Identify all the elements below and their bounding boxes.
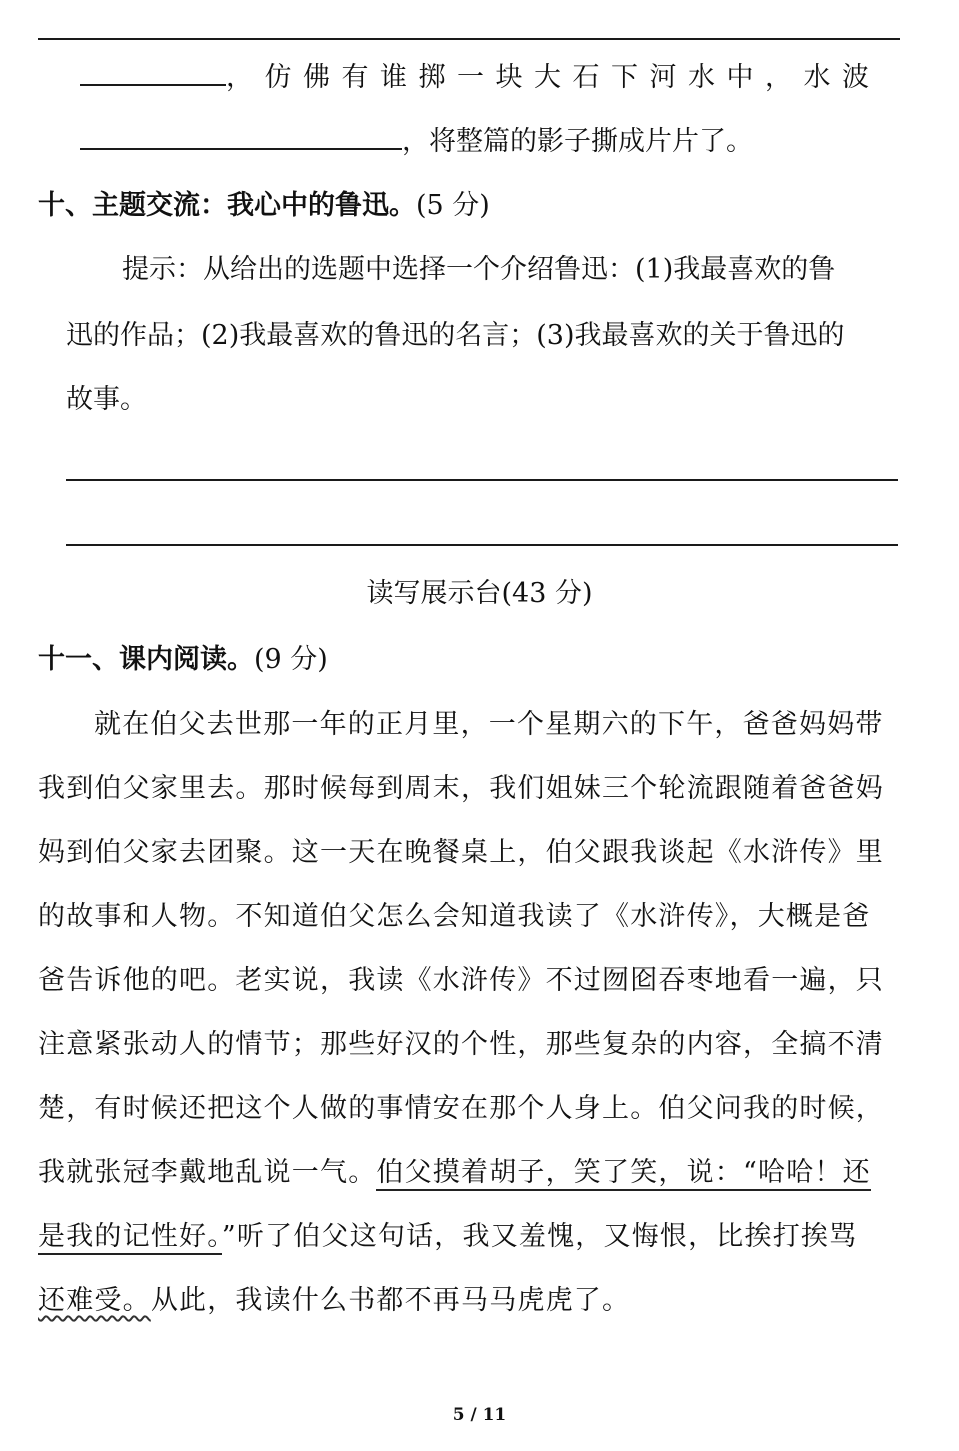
- question-11-score: (9 分): [254, 644, 328, 675]
- hint-line-2: 迅的作品；(2)我最喜欢的鲁迅的名言；(3)我最喜欢的关于鲁迅的: [66, 320, 845, 351]
- answer-line-2[interactable]: [66, 544, 898, 546]
- question-10-title: [38, 186, 490, 226]
- hint-line-3: 故事。: [66, 384, 147, 415]
- hint-line-1: 提示：从给出的选题中选择一个介绍鲁迅：(1)我最喜欢的鲁: [122, 254, 836, 285]
- passage-line-5: 爸告诉他的吧。老实说，我读《水浒传》不过囫囵吞枣地看一遍，只: [38, 965, 884, 996]
- passage-line-4: 的故事和人物。不知道伯父怎么会知道我读了《水浒传》，大概是爸: [38, 901, 871, 932]
- passage-line-3: 妈到伯父家去团聚。这一天在晚餐桌上，伯父跟我谈起《水浒传》里: [38, 837, 884, 868]
- top-rule: [38, 38, 900, 40]
- underlined-sentence-part-2: 是我的记性好。: [38, 1221, 222, 1255]
- underlined-sentence-part-1: 伯父摸着胡子，笑了笑，说：“哈哈！还: [376, 1157, 870, 1191]
- passage-line-2: 我到伯父家里去。那时候每到周末，我们姐妹三个轮流跟随着爸爸妈: [38, 773, 884, 804]
- fill-in-text-2: ，将整篇的影子撕成片片了。: [402, 126, 753, 157]
- fill-in-line-1: [80, 56, 881, 96]
- question-11-title-text: 十一、课内阅读。: [38, 644, 254, 675]
- page-number: 5 / 11: [452, 1405, 507, 1425]
- passage-line-6: 注意紧张动人的情节；那些好汉的个性，那些复杂的内容，全搞不清: [38, 1029, 884, 1060]
- section-title: 读写展示台(43 分): [366, 578, 593, 609]
- answer-line-1[interactable]: [66, 479, 898, 481]
- question-10-score: (5 分): [416, 190, 490, 221]
- fill-in-line-2: [80, 120, 753, 160]
- passage-line-8-plain: 我就张冠李戴地乱说一气。: [38, 1157, 377, 1188]
- wavy-underlined-phrase: 还难受。: [38, 1285, 151, 1316]
- passage-line-10-plain: 从此，我读什么书都不再马马虎虎了。: [150, 1285, 631, 1316]
- passage-line-10: [38, 1281, 630, 1321]
- answer-blank-2[interactable]: [80, 120, 402, 150]
- question-10-title-text: 十、主题交流：我心中的鲁迅。: [38, 190, 416, 221]
- answer-blank-1[interactable]: [80, 56, 226, 86]
- passage-line-8: [38, 1153, 871, 1193]
- passage-line-9-plain: ”听了伯父这句话，我又羞愧，又悔恨，比挨打挨骂: [221, 1221, 858, 1252]
- question-11-title: [38, 640, 328, 680]
- fill-in-text-1: ，仿佛有谁掷一块大石下河水中，水波: [226, 62, 881, 93]
- passage-line-9: [38, 1217, 857, 1257]
- passage-line-1: 就在伯父去世那一年的正月里，一个星期六的下午，爸爸妈妈带: [94, 709, 884, 740]
- passage-line-7: 楚，有时候还把这个人做的事情安在那个人身上。伯父问我的时候，: [38, 1093, 884, 1124]
